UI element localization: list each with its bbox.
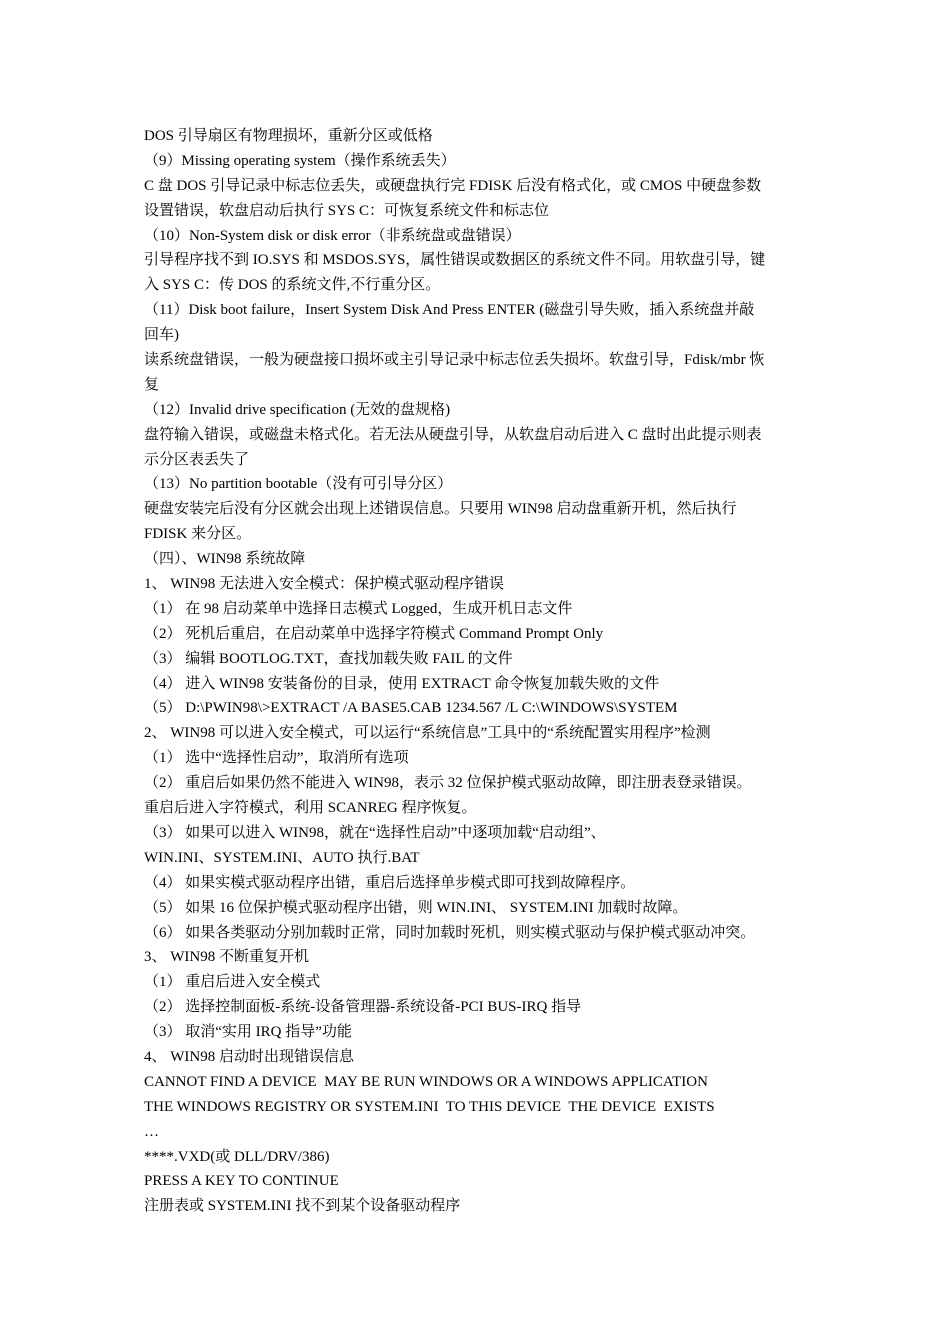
list-item: （4） 如果实模式驱动程序出错，重启后选择单步模式即可找到故障程序。 — [144, 874, 636, 891]
list-item: （2） 选择控制面板-系统-设备管理器-系统设备-PCI BUS-IRQ 指导 — [144, 999, 582, 1016]
error-message-line: THE WINDOWS REGISTRY OR SYSTEM.INI TO THIS DEVICE THE DEVICE EXISTS — [144, 1098, 715, 1115]
document-body — [144, 124, 814, 1219]
list-heading: 1、 WIN98 无法进入安全模式：保护模式驱动程序错误 — [144, 576, 504, 593]
text-line: C 盘 DOS 引导记录中标志位丢失，或硬盘执行完 FDISK 后没有格式化，或 CMOS 中硬盘参数 — [144, 177, 762, 194]
text-line: 硬盘安装完后没有分区就会出现上述错误信息。只要用 WIN98 启动盘重新开机，然后执行 — [144, 501, 737, 518]
error-message-line: … — [144, 1123, 159, 1140]
error-message-line: ****.VXD(或 DLL/DRV/386) — [144, 1148, 330, 1165]
text-line: （9）Missing operating system（操作系统丢失） — [144, 152, 456, 169]
list-heading: 4、 WIN98 启动时出现错误信息 — [144, 1048, 354, 1065]
text-line: （11）Disk boot failure，Insert System Disk And Press ENTER (磁盘引导失败，插入系统盘并敲 — [144, 302, 755, 319]
list-item: （3） 取消“实用 IRQ 指导”功能 — [144, 1024, 352, 1041]
list-item: （5） 如果 16 位保护模式驱动程序出错，则 WIN.INI、 SYSTEM.INI 加载时故障。 — [144, 899, 688, 916]
list-heading: 2、 WIN98 可以进入安全模式，可以运行“系统信息”工具中的“系统配置实用程序”检测 — [144, 725, 711, 742]
text-line: （13）No partition bootable（没有可引导分区） — [144, 476, 453, 493]
list-item: （3） 编辑 BOOTLOG.TXT，查找加载失败 FAIL 的文件 — [144, 650, 513, 667]
text-line: 复 — [144, 376, 160, 393]
list-item: （3） 如果可以进入 WIN98，就在“选择性启动”中逐项加载“启动组”、 — [144, 824, 606, 841]
text-line: （12）Invalid drive specification (无效的盘规格) — [144, 401, 451, 418]
text-line: 入 SYS C：传 DOS 的系统文件,不行重分区。 — [144, 277, 441, 294]
text-line: 重启后进入字符模式，利用 SCANREG 程序恢复。 — [144, 800, 477, 817]
text-line: （10）Non-System disk or disk error（非系统盘或盘错误） — [144, 227, 521, 244]
error-message-line: CANNOT FIND A DEVICE MAY BE RUN WINDOWS OR A WINDOWS APPLICATION — [144, 1073, 708, 1090]
list-item: （4） 进入 WIN98 安装备份的目录，使用 EXTRACT 命令恢复加载失败的文件 — [144, 675, 660, 692]
text-line: DOS 引导扇区有物理损坏，重新分区或低格 — [144, 128, 433, 144]
text-line: 盘符输入错误，或磁盘未格式化。若无法从硬盘引导，从软盘启动后进入 C 盘时出此提示则表 — [144, 426, 762, 443]
list-item: （5） D:\PWIN98\>EXTRACT /A BASE5.CAB 1234.567 /L C:\WINDOWS\SYSTEM — [144, 700, 678, 717]
text-line: FDISK 来分区。 — [144, 526, 252, 543]
text-line: 注册表或 SYSTEM.INI 找不到某个设备驱动程序 — [144, 1198, 461, 1215]
section-heading: （四）、WIN98 系统故障 — [144, 551, 306, 568]
list-item: （2） 死机后重启，在启动菜单中选择字符模式 Command Prompt Only — [144, 625, 604, 642]
list-item: （1） 重启后进入安全模式 — [144, 974, 321, 991]
text-line: 设置错误，软盘启动后执行 SYS C：可恢复系统文件和标志位 — [144, 202, 550, 219]
list-heading: 3、 WIN98 不断重复开机 — [144, 949, 309, 966]
text-line: 读系统盘错误，一般为硬盘接口损坏或主引导记录中标志位丢失损坏。软盘引导，Fdisk/mbr 恢 — [144, 352, 765, 369]
list-item: （6） 如果各类驱动分别加载时正常，同时加载时死机，则实模式驱动与保护模式驱动冲突。 — [144, 924, 756, 941]
text-line: WIN.INI、SYSTEM.INI、AUTO 执行.BAT — [144, 849, 420, 866]
text-line: 回车) — [144, 327, 179, 344]
list-item: （1） 选中“选择性启动”，取消所有选项 — [144, 750, 409, 767]
text-line: 引导程序找不到 IO.SYS 和 MSDOS.SYS，属性错误或数据区的系统文件不同。用软盘引导，键 — [144, 252, 766, 269]
text-line: 示分区表丢失了 — [144, 451, 250, 468]
error-message-line: PRESS A KEY TO CONTINUE — [144, 1173, 339, 1190]
list-item: （2） 重启后如果仍然不能进入 WIN98，表示 32 位保护模式驱动故障，即注册表登录错误。 — [144, 775, 752, 792]
list-item: （1） 在 98 启动菜单中选择日志模式 Logged，生成开机日志文件 — [144, 600, 573, 617]
